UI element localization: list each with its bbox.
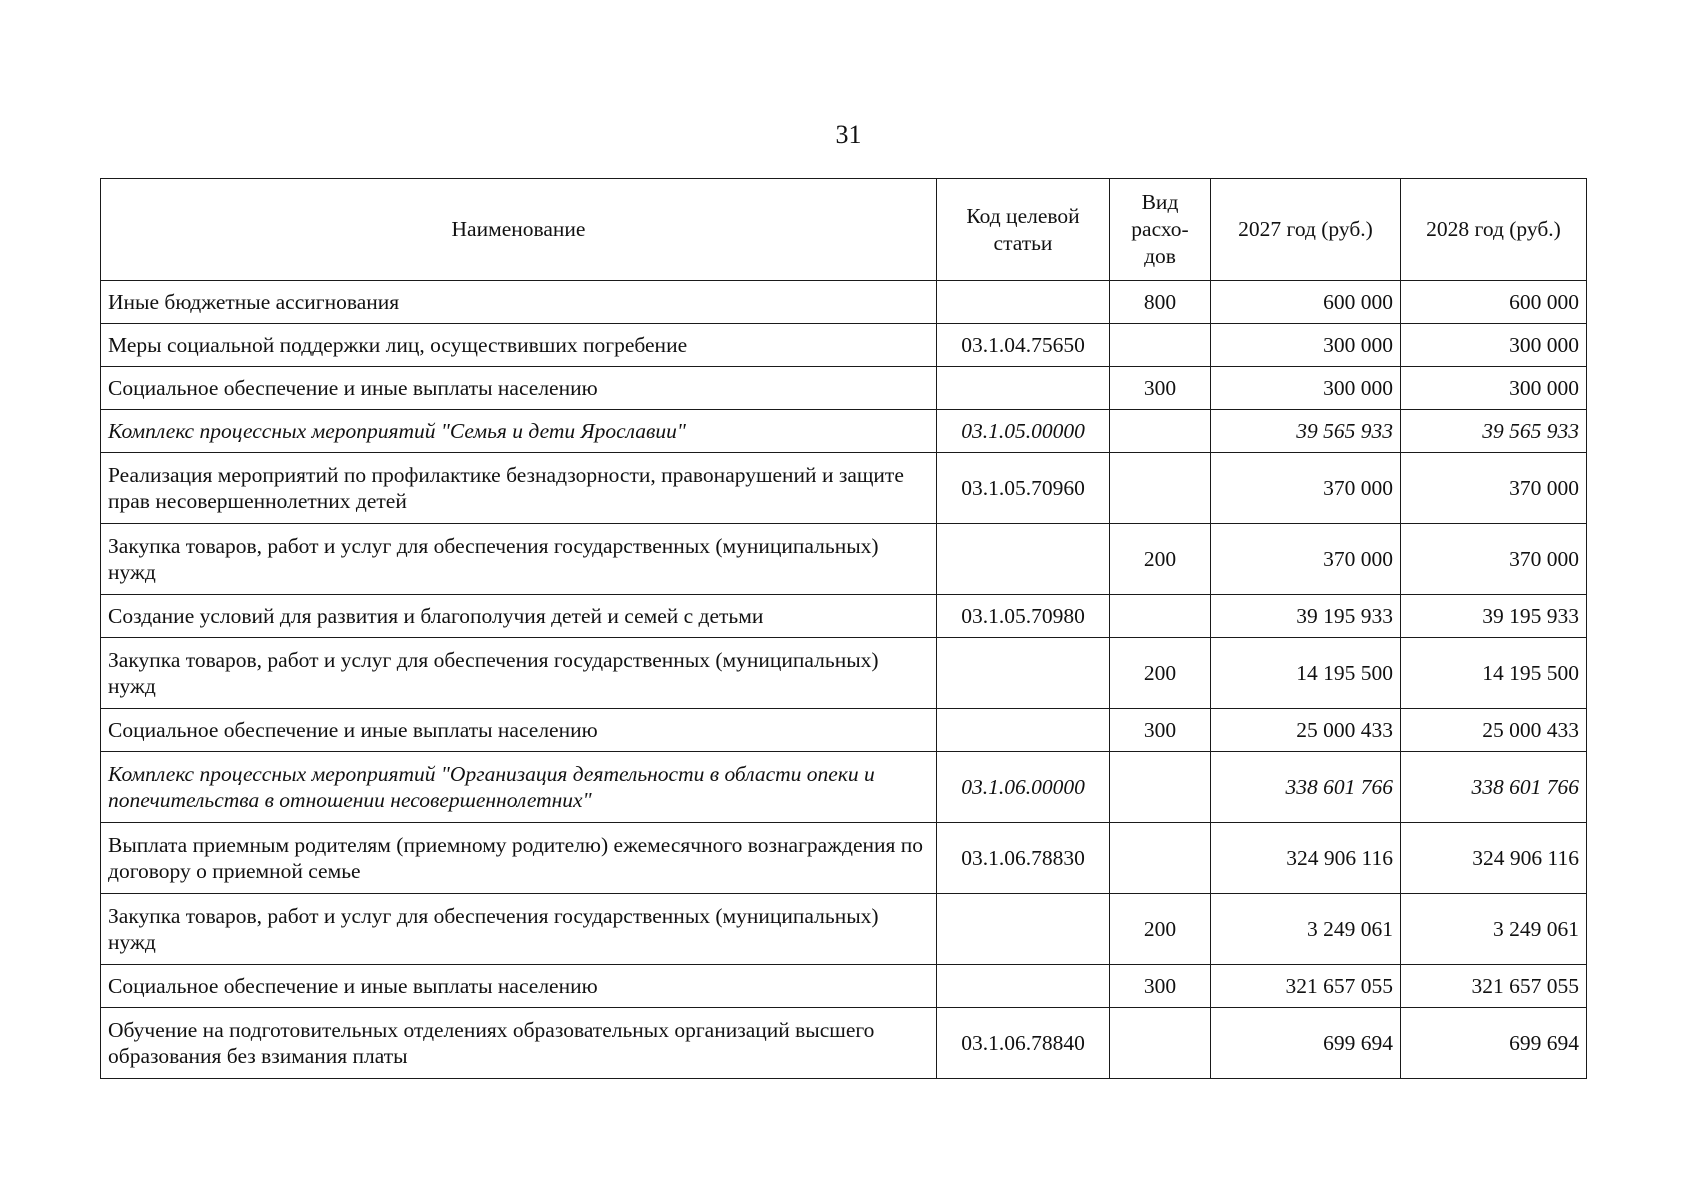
cell-2027: 699 694 — [1211, 1008, 1401, 1079]
table-row — [101, 709, 1587, 752]
table-row — [101, 324, 1587, 367]
cell-2028: 300 000 — [1401, 324, 1587, 367]
cell-name: Комплекс процессных мероприятий "Организация деятельности в области опеки и попечительства в отношении несовершеннолетних" — [101, 752, 937, 823]
cell-code — [937, 965, 1110, 1008]
table-row — [101, 752, 1587, 823]
table-row — [101, 965, 1587, 1008]
cell-code: 03.1.05.00000 — [937, 410, 1110, 453]
cell-2027: 39 565 933 — [1211, 410, 1401, 453]
cell-name: Иные бюджетные ассигнования — [101, 281, 937, 324]
cell-kind: 300 — [1110, 709, 1211, 752]
cell-2028: 25 000 433 — [1401, 709, 1587, 752]
cell-name: Реализация мероприятий по профилактике безнадзорности, правонарушений и защите прав несовершеннолетних детей — [101, 453, 937, 524]
cell-code: 03.1.05.70960 — [937, 453, 1110, 524]
cell-2027: 300 000 — [1211, 367, 1401, 410]
cell-2028: 321 657 055 — [1401, 965, 1587, 1008]
cell-2027: 321 657 055 — [1211, 965, 1401, 1008]
cell-2028: 699 694 — [1401, 1008, 1587, 1079]
cell-kind — [1110, 410, 1211, 453]
cell-2027: 370 000 — [1211, 524, 1401, 595]
cell-2027: 338 601 766 — [1211, 752, 1401, 823]
cell-kind — [1110, 1008, 1211, 1079]
cell-code: 03.1.04.75650 — [937, 324, 1110, 367]
table-row — [101, 595, 1587, 638]
cell-kind — [1110, 752, 1211, 823]
cell-name: Обучение на подготовительных отделениях образовательных организаций высшего образования без взимания платы — [101, 1008, 937, 1079]
page-number: 31 — [835, 120, 862, 149]
cell-name: Меры социальной поддержки лиц, осуществивших погребение — [101, 324, 937, 367]
cell-code: 03.1.05.70980 — [937, 595, 1110, 638]
table-row — [101, 638, 1587, 709]
table-row — [101, 524, 1587, 595]
cell-name: Социальное обеспечение и иные выплаты населению — [101, 709, 937, 752]
cell-kind: 200 — [1110, 894, 1211, 965]
cell-code — [937, 281, 1110, 324]
table-header-row — [101, 179, 1587, 281]
cell-name: Создание условий для развития и благополучия детей и семей с детьми — [101, 595, 937, 638]
cell-code — [937, 638, 1110, 709]
cell-name: Закупка товаров, работ и услуг для обеспечения государственных (муниципальных) нужд — [101, 524, 937, 595]
cell-2028: 300 000 — [1401, 367, 1587, 410]
cell-kind: 300 — [1110, 367, 1211, 410]
table-body — [101, 281, 1587, 1079]
table-row — [101, 410, 1587, 453]
cell-code — [937, 894, 1110, 965]
cell-2028: 39 565 933 — [1401, 410, 1587, 453]
cell-code — [937, 367, 1110, 410]
cell-code — [937, 524, 1110, 595]
cell-2028: 370 000 — [1401, 453, 1587, 524]
cell-kind: 200 — [1110, 638, 1211, 709]
table-row — [101, 894, 1587, 965]
table-row — [101, 453, 1587, 524]
table-row — [101, 1008, 1587, 1079]
header-kind: Вид расхо-дов — [1110, 179, 1211, 281]
cell-2028: 600 000 — [1401, 281, 1587, 324]
cell-2028: 370 000 — [1401, 524, 1587, 595]
cell-2027: 3 249 061 — [1211, 894, 1401, 965]
cell-2027: 39 195 933 — [1211, 595, 1401, 638]
cell-name: Социальное обеспечение и иные выплаты населению — [101, 965, 937, 1008]
cell-2027: 370 000 — [1211, 453, 1401, 524]
cell-2028: 39 195 933 — [1401, 595, 1587, 638]
header-2027: 2027 год (руб.) — [1211, 179, 1401, 281]
cell-kind: 800 — [1110, 281, 1211, 324]
cell-code: 03.1.06.78830 — [937, 823, 1110, 894]
cell-2028: 14 195 500 — [1401, 638, 1587, 709]
cell-2027: 600 000 — [1211, 281, 1401, 324]
cell-code: 03.1.06.78840 — [937, 1008, 1110, 1079]
cell-2027: 25 000 433 — [1211, 709, 1401, 752]
cell-kind: 300 — [1110, 965, 1211, 1008]
cell-kind — [1110, 595, 1211, 638]
cell-name: Закупка товаров, работ и услуг для обеспечения государственных (муниципальных) нужд — [101, 638, 937, 709]
cell-code — [937, 709, 1110, 752]
cell-kind: 200 — [1110, 524, 1211, 595]
cell-name: Социальное обеспечение и иные выплаты населению — [101, 367, 937, 410]
cell-2027: 14 195 500 — [1211, 638, 1401, 709]
cell-2028: 338 601 766 — [1401, 752, 1587, 823]
cell-name: Закупка товаров, работ и услуг для обеспечения государственных (муниципальных) нужд — [101, 894, 937, 965]
table-row — [101, 367, 1587, 410]
cell-2027: 324 906 116 — [1211, 823, 1401, 894]
cell-kind — [1110, 823, 1211, 894]
cell-2027: 300 000 — [1211, 324, 1401, 367]
header-2028: 2028 год (руб.) — [1401, 179, 1587, 281]
header-name: Наименование — [101, 179, 937, 281]
header-code: Код целевой статьи — [937, 179, 1110, 281]
cell-name: Выплата приемным родителям (приемному родителю) ежемесячного вознаграждения по договору о приемной семье — [101, 823, 937, 894]
cell-2028: 3 249 061 — [1401, 894, 1587, 965]
cell-2028: 324 906 116 — [1401, 823, 1587, 894]
cell-kind — [1110, 324, 1211, 367]
table-row — [101, 281, 1587, 324]
table-row — [101, 823, 1587, 894]
cell-code: 03.1.06.00000 — [937, 752, 1110, 823]
budget-table — [100, 178, 1587, 1079]
cell-kind — [1110, 453, 1211, 524]
cell-name: Комплекс процессных мероприятий "Семья и дети Ярославии" — [101, 410, 937, 453]
